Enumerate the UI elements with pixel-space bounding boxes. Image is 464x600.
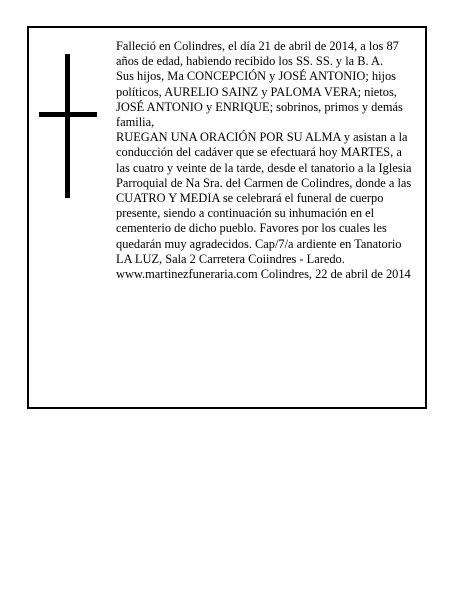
cross-vertical-bar	[65, 54, 70, 198]
family-list: Sus hijos, Ma CONCEPCIÓN y JOSÉ ANTONIO; hijos políticos, AURELIO SAINZ y PALOMA VERA; nietos, JOSÉ ANTONIO y ENRIQUE; sobrinos, primos y demás familia,	[116, 69, 403, 130]
cross-horizontal-bar	[39, 112, 97, 117]
death-announcement: Falleció en Colindres, el día 21 de abril de 2014, a los 87 años de edad, habiendo recibido los SS. SS. y la B. A.	[116, 39, 399, 69]
notice-text	[116, 39, 416, 282]
obituary-notice	[27, 26, 427, 409]
funeral-details: RUEGAN UNA ORACIÓN POR SU ALMA y asistan a la conducción del cadáver que se efectuará hoy MARTES, a las cuatro y veinte de la tarde, desde el tanatorio a la Iglesia Parroquial de Na Sra. del Carmen de Colindres, donde a las CUATRO Y MEDIA se celebrará el funeral de cuerpo presente, siendo a continuación su inhumación en el cementerio de dicho pueblo. Favores por los cuales les quedarán muy agradecidos. Cap/7/a ardiente en Tanatorio LA LUZ, Sala 2 Carretera Coiindres - Laredo. www.martinezfuneraria.com Colindres, 22 de abril de 2014	[116, 130, 412, 282]
cross-icon	[39, 54, 97, 198]
